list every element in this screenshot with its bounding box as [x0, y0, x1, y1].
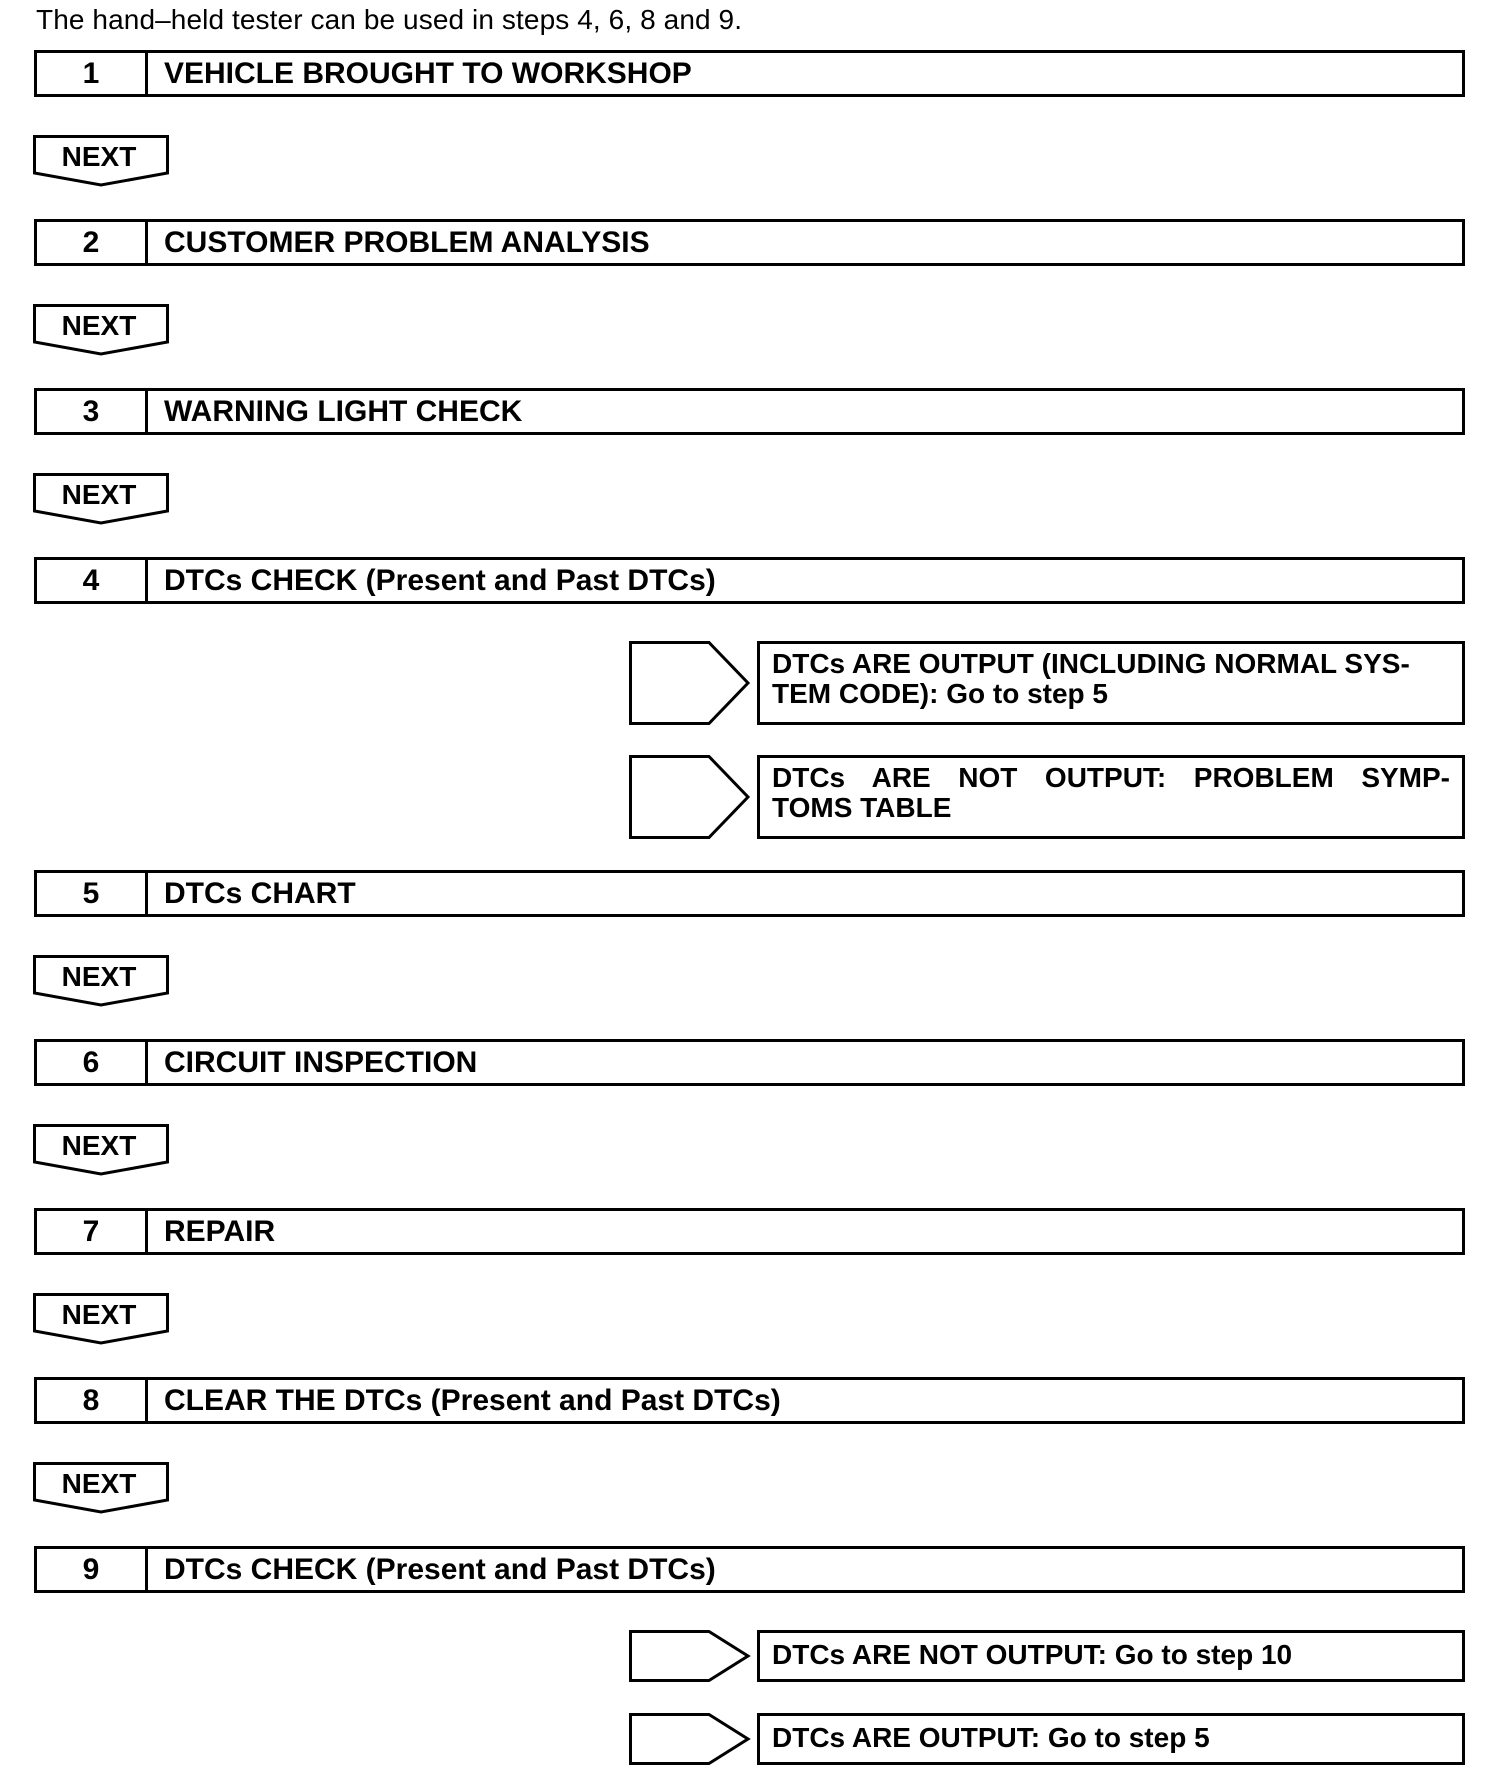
outcome-text: DTCs ARE OUTPUT: Go to step 5 — [772, 1722, 1210, 1753]
step-number: 7 — [37, 1211, 148, 1252]
step-title: DTCs CHECK (Present and Past DTCs) — [164, 564, 716, 597]
step-number: 1 — [37, 53, 148, 94]
step-title: WARNING LIGHT CHECK — [164, 395, 523, 428]
outcome-text-line-2: TEM CODE): Go to step 5 — [772, 678, 1108, 709]
step-4-box — [34, 557, 1465, 604]
step-title: CUSTOMER PROBLEM ANALYSIS — [164, 226, 650, 259]
next-label: NEXT — [61, 1468, 137, 1499]
next-label: NEXT — [61, 141, 137, 172]
instruction-note: The hand–held tester can be used in steps 4, 6, 8 and 9. — [36, 4, 743, 35]
next-label: NEXT — [61, 961, 137, 992]
step-number: 9 — [37, 1549, 148, 1590]
step-number: 2 — [37, 222, 148, 263]
step-2-box — [34, 219, 1465, 266]
outcome-box-dtcs-output — [757, 641, 1465, 725]
step-number: 6 — [37, 1042, 148, 1083]
step-5-box — [34, 870, 1465, 917]
step-1-box — [34, 50, 1465, 97]
step-title: CLEAR THE DTCs (Present and Past DTCs) — [164, 1384, 781, 1417]
next-label: NEXT — [61, 1130, 137, 1161]
branch-arrow — [629, 641, 751, 725]
step-number: 8 — [37, 1380, 148, 1421]
next-tag — [33, 473, 171, 528]
step-title: DTCs CHECK (Present and Past DTCs) — [164, 1553, 716, 1586]
branch-arrow — [629, 1713, 751, 1765]
next-tag — [33, 1124, 171, 1179]
next-label: NEXT — [61, 310, 137, 341]
next-tag — [33, 304, 171, 359]
step-title: REPAIR — [164, 1215, 276, 1248]
next-label: NEXT — [61, 479, 137, 510]
branch-arrow-icon — [629, 1713, 751, 1765]
outcome-box-go-step-5 — [757, 1713, 1465, 1765]
next-tag — [33, 1462, 171, 1517]
step-number: 3 — [37, 391, 148, 432]
next-tag — [33, 1293, 171, 1348]
outcome-box-go-step-10 — [757, 1630, 1465, 1682]
outcome-text: DTCs ARE NOT OUTPUT: Go to step 10 — [772, 1639, 1293, 1670]
step-title: CIRCUIT INSPECTION — [164, 1046, 478, 1079]
step-7-box — [34, 1208, 1465, 1255]
branch-arrow — [629, 1630, 751, 1682]
step-title: VEHICLE BROUGHT TO WORKSHOP — [164, 57, 692, 90]
next-tag — [33, 955, 171, 1010]
next-label: NEXT — [61, 1299, 137, 1330]
step-6-box — [34, 1039, 1465, 1086]
outcome-box-dtcs-not-output — [757, 755, 1465, 839]
step-number: 4 — [37, 560, 148, 601]
outcome-text-line-1: DTCs ARE OUTPUT (INCLUDING NORMAL SYS- — [772, 648, 1410, 679]
branch-arrow — [629, 755, 751, 839]
branch-arrow-icon — [629, 641, 751, 725]
step-3-box — [34, 388, 1465, 435]
branch-arrow-icon — [629, 1630, 751, 1682]
outcome-text-line-2: TOMS TABLE — [772, 792, 952, 823]
step-9-box — [34, 1546, 1465, 1593]
step-8-box — [34, 1377, 1465, 1424]
outcome-text-line-1: DTCs ARE NOT OUTPUT: PROBLEM SYMP- — [772, 762, 1450, 793]
step-number: 5 — [37, 873, 148, 914]
branch-arrow-icon — [629, 755, 751, 839]
step-title: DTCs CHART — [164, 877, 356, 910]
next-tag — [33, 135, 171, 190]
